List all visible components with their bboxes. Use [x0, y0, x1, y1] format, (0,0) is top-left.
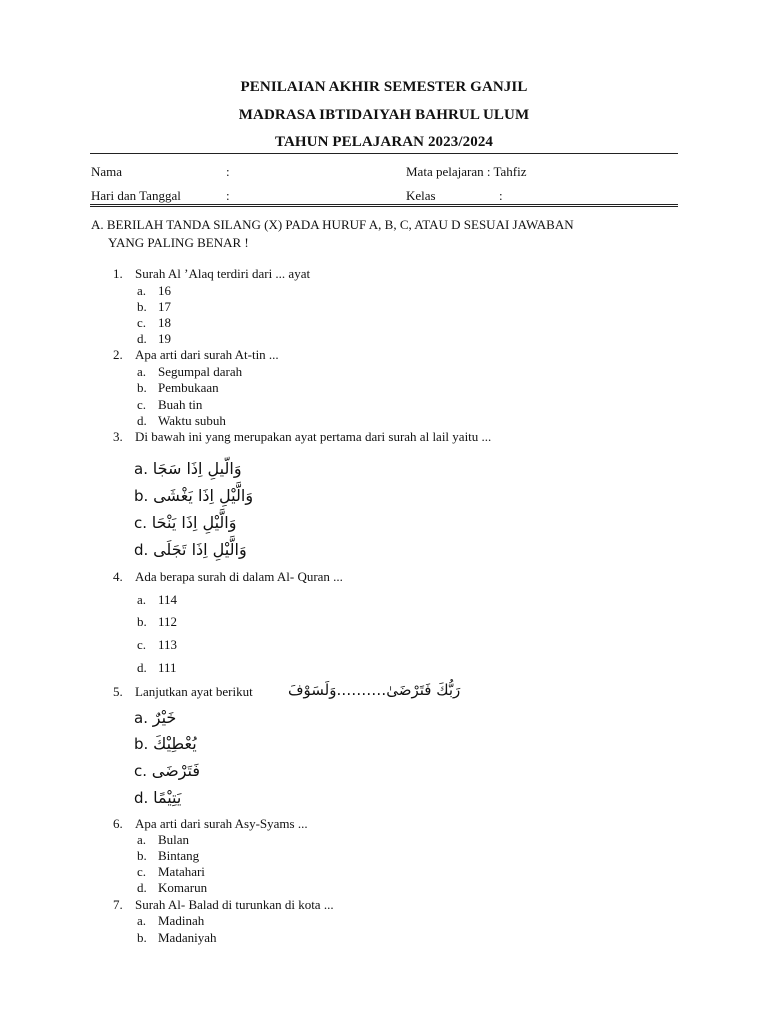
school-name: MADRASA IBTIDAIYAH BAHRUL ULUM	[238, 107, 530, 123]
option-c[interactable]: c. Buah tin	[137, 397, 203, 412]
hari-colon: :	[226, 188, 230, 203]
option-d[interactable]: d. يَتِيْمًا	[134, 788, 182, 807]
option-c[interactable]: c. وَالَّيْلِ اِذَا يَنْحَا	[134, 513, 237, 532]
question-text: Lanjutkan ayat berikut	[135, 684, 253, 699]
option-b[interactable]: b. Madaniyah	[137, 930, 217, 945]
hari-label: Hari dan Tanggal	[91, 188, 181, 203]
exam-title: PENILAIAN AKHIR SEMESTER GANJIL	[240, 79, 528, 95]
option-a[interactable]: a. Segumpal darah	[137, 364, 243, 379]
kelas-label: Kelas	[406, 188, 436, 203]
option-b[interactable]: b. وَالَّيْلِ اِذَا يَغْشَى	[134, 486, 254, 505]
option-d[interactable]: d. 19	[137, 331, 171, 346]
option-d[interactable]: d. 111	[137, 660, 177, 675]
question-text: Di bawah ini yang merupakan ayat pertama dari surah al lail yaitu ...	[135, 429, 492, 444]
option-c[interactable]: c. فَتَرْضَى	[134, 761, 201, 780]
ayat-fragment: رَبُّكَ فَتَرْضَىٰ……….وَلَسَوْفَ	[288, 681, 461, 699]
option-c[interactable]: c. Matahari	[137, 864, 205, 879]
section-instruction	[91, 216, 681, 252]
option-b[interactable]: b. Pembukaan	[137, 380, 219, 395]
question-6: 6. Apa arti dari surah Asy-Syams ...	[113, 816, 308, 831]
kelas-colon: :	[499, 188, 503, 203]
question-text: Surah Al- Balad di turunkan di kota ...	[135, 897, 334, 912]
option-c[interactable]: c. 113	[137, 637, 178, 652]
question-2: 2. Apa arti dari surah At-tin ...	[113, 347, 279, 362]
question-5: 5. Lanjutkan ayat berikut	[113, 684, 253, 699]
option-a[interactable]: a. 16	[137, 283, 171, 298]
option-c[interactable]: c. 18	[137, 315, 171, 330]
option-a[interactable]: a. خَيْرٌ	[134, 708, 177, 727]
instruction-line-2: YANG PALING BENAR !	[108, 235, 249, 250]
nama-label: Nama	[91, 164, 123, 179]
subject-field: Mata pelajaran : Tahfiz	[406, 164, 527, 179]
question-3: 3. Di bawah ini yang merupakan ayat pertama dari surah al lail yaitu ...	[113, 429, 492, 444]
option-b[interactable]: b. 112	[137, 614, 178, 629]
question-text: Surah Al ’Alaq terdiri dari ... ayat	[135, 266, 311, 281]
option-a[interactable]: a. 114	[137, 592, 178, 607]
option-d[interactable]: d. وَالَّيْلِ اِذَا تَجَلَى	[134, 540, 247, 559]
question-4: 4. Ada berapa surah di dalam Al- Quran ...	[113, 569, 343, 584]
option-a[interactable]: a. Madinah	[137, 913, 205, 928]
option-b[interactable]: b. يُعْطِيْكَ	[134, 734, 197, 753]
academic-year: TAHUN PELAJARAN 2023/2024	[274, 134, 494, 150]
question-7: 7. Surah Al- Balad di turunkan di kota ...	[113, 897, 334, 912]
question-1: 1. Surah Al ’Alaq terdiri dari ... ayat	[113, 266, 311, 281]
option-b[interactable]: b. 17	[137, 299, 171, 314]
option-a[interactable]: a. وَالّيلِ اِذَا سَجَا	[134, 459, 242, 478]
question-text: Apa arti dari surah At-tin ...	[135, 347, 279, 362]
option-d[interactable]: d. Komarun	[137, 880, 208, 895]
question-text: Apa arti dari surah Asy-Syams ...	[135, 816, 308, 831]
option-b[interactable]: b. Bintang	[137, 848, 200, 863]
instruction-line-1: A. BERILAH TANDA SILANG (X) PADA HURUF A, B, C, ATAU D SESUAI JAWABAN	[91, 217, 574, 232]
header-divider	[90, 153, 678, 154]
nama-colon: :	[226, 164, 230, 179]
form-divider	[90, 204, 678, 207]
option-d[interactable]: d. Waktu subuh	[137, 413, 226, 428]
question-text: Ada berapa surah di dalam Al- Quran ...	[135, 569, 343, 584]
option-a[interactable]: a. Bulan	[137, 832, 190, 847]
